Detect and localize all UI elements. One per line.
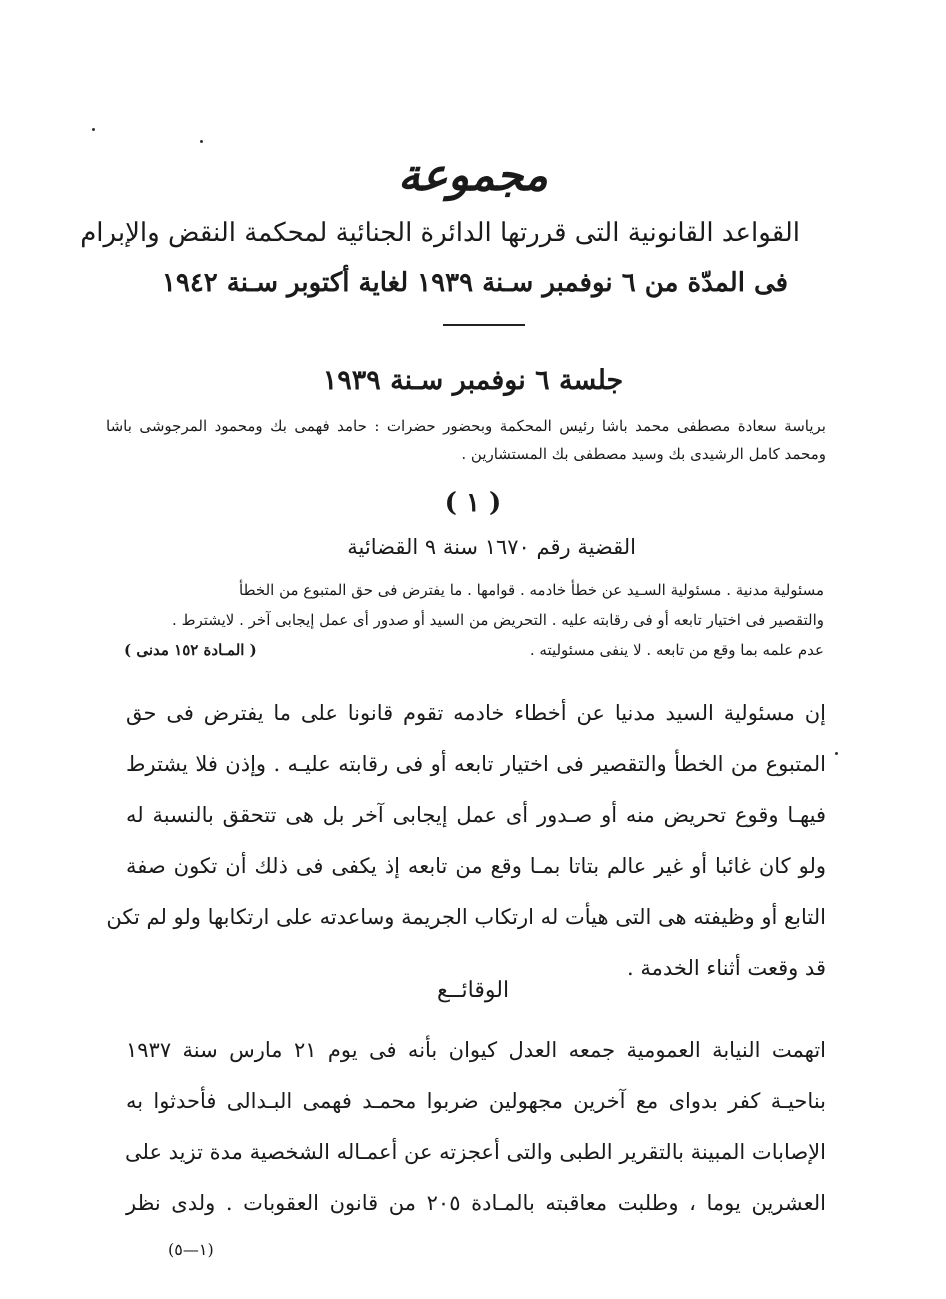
principle-line: فيهـا وقوع تحريض منه أو صـدور أى عمل إيجابى آخر بل هى تتحقق بالنسبة له <box>126 803 826 827</box>
header-divider <box>443 324 525 326</box>
principle-line: المتبوع من الخطأ والتقصير فى اختيار تابعه أو فى رقابته عليـه . وإذن فلا يشترط <box>126 752 826 776</box>
session-title: جلسة ٦ نوفمبر سـنة ١٩٣٩ <box>322 365 624 396</box>
legal-principle <box>106 688 826 994</box>
facts-line: الإصابات المبينة بالتقرير الطبى والتى أعجزته عن أعمـاله الشخصية مدة تزيد على <box>125 1140 826 1164</box>
facts-line: بناحيـة كفر بدواى مع آخرين مجهولين ضربوا محمـد فهمى البـدالى فأحدثوا به <box>126 1089 826 1113</box>
subtitle-line-2: فى المدّة من ٦ نوفمبر سـنة ١٩٣٩ لغاية أكتوبر سـنة ١٩٤٢ <box>161 268 789 298</box>
facts-line: اتهمت النيابة العمومية جمعه العدل كيوان بأنه فى يوم ٢١ مارس سنة ١٩٣٧ <box>126 1038 826 1062</box>
page-marker: (١—٥) <box>168 1240 214 1259</box>
case-summary <box>124 575 824 665</box>
facts-line: العشرين يوما ، وطلبت معاقبته بالمـادة ٢٠٥ من قانون العقوبات . ولدى نظر <box>126 1191 826 1215</box>
subtitle-line-1: القواعد القانونية التى قررتها الدائرة الجنائية لمحكمة النقض والإبرام <box>80 218 800 248</box>
facts-body <box>126 1025 826 1229</box>
scan-speck <box>92 128 95 131</box>
principle-line: إن مسئولية السيد مدنيا عن أخطاء خادمه تقوم قانونا على ما يفترض فى حق <box>126 701 826 725</box>
summary-line: والتقصير فى اختيار تابعه أو فى رقابته عليه . التحريض من السيد أو صدور أى عمل إيجابى آخر . لايشترط . <box>172 611 824 629</box>
case-number: ( ١ ) <box>444 488 502 518</box>
case-title: القضية رقم ١٦٧٠ سنة ٩ القضائية <box>347 535 636 559</box>
summary-line <box>124 635 824 665</box>
article-reference: ( المـادة ١٥٢ مدنى ) <box>124 641 257 659</box>
principle-line: قد وقعت أثناء الخدمة . <box>627 956 826 980</box>
facts-heading: الوقائــع <box>436 978 510 1003</box>
summary-line: مسئولية مدنية . مسئولية السـيد عن خطأ خادمه . قوامها . ما يفترض فى حق المتبوع من الخطأ <box>239 581 824 599</box>
collection-title: مجموعة <box>398 150 548 201</box>
principle-line: ولو كان غائبا أو غير عالم بتاتا بمـا وقع من تابعه إذ يكفى فى ذلك أن تكون صفة <box>126 854 826 878</box>
principle-line: التابع أو وظيفته هى التى هيأت له ارتكاب الجريمة وساعدته على ارتكابها ولو لم تكن <box>106 905 826 929</box>
presidency-note: برياسة سعادة مصطفى محمد باشا رئيس المحكمة وبحضور حضرات : حامد فهمى بك ومحمود المرجوشى باشا ومحمد كامل الرشيدى بك وسيد مصطفى بك المستشارين . <box>106 417 826 463</box>
scan-speck <box>835 752 838 755</box>
summary-line-text: عدم علمه بما وقع من تابعه . لا ينفى مسئوليته . <box>529 641 824 659</box>
scan-speck <box>200 140 203 143</box>
